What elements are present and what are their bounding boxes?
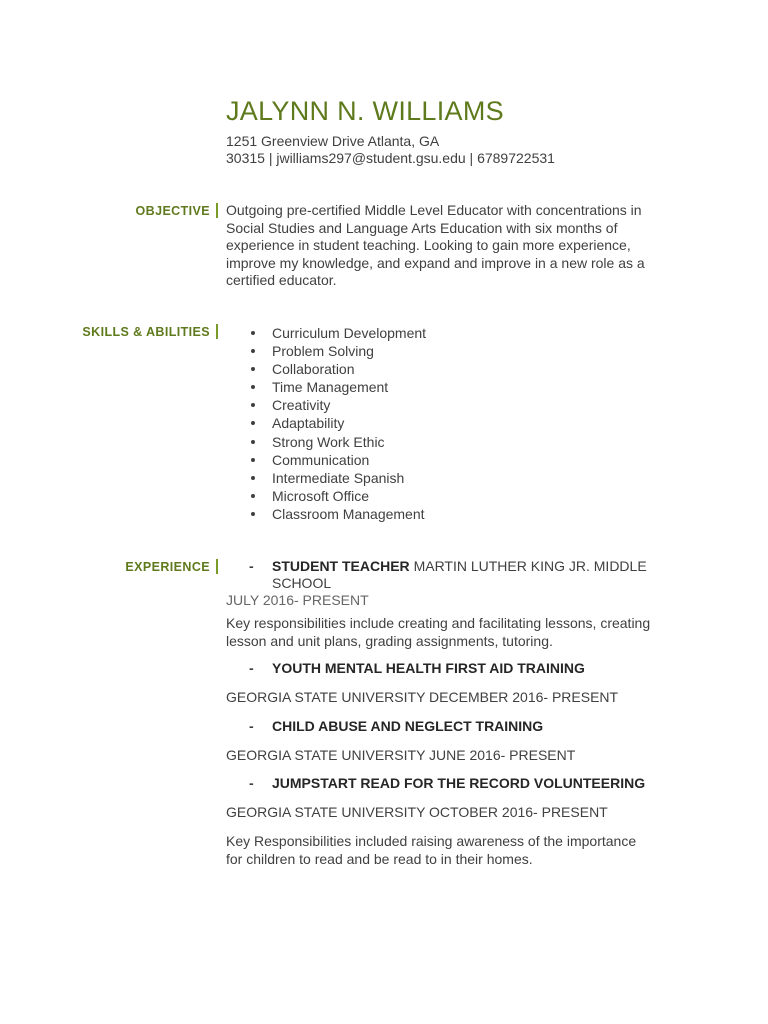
entry-description: Key Responsibilities included raising awareness of the importance for children to read and be read to in their homes. (226, 833, 637, 867)
skill-label: Classroom Management (272, 505, 425, 522)
skill-label: Microsoft Office (272, 487, 369, 504)
entry-date: JULY 2016- PRESENT (226, 592, 369, 608)
entry-title-line (272, 558, 666, 592)
list-item (226, 396, 656, 414)
skill-label: Problem Solving (272, 343, 374, 360)
skill-label: Adaptability (272, 415, 345, 432)
list-item (226, 342, 656, 360)
entry-org-date: GEORGIA STATE UNIVERSITY OCTOBER 2016- PRESENT (226, 804, 608, 820)
experience-heading-label: EXPERIENCE (125, 560, 210, 574)
list-item (226, 469, 656, 487)
skill-label: Creativity (272, 397, 331, 414)
bullet-icon (251, 403, 255, 407)
skill-label: Time Management (272, 379, 389, 396)
experience-heading (125, 559, 218, 574)
entry-description: Key responsibilities include creating and facilitating lessons, creating lesson and unit plans, grading assignments, tutoring. (226, 615, 651, 649)
bullet-icon (251, 494, 255, 498)
list-item (226, 324, 656, 342)
contact-block (226, 133, 666, 167)
entry-title-line (272, 718, 666, 735)
bullet-icon (251, 476, 255, 480)
training-title: YOUTH MENTAL HEALTH FIRST AID TRAINING (272, 660, 585, 676)
objective-heading (136, 203, 218, 218)
experience-entry-title (226, 775, 666, 792)
list-item (226, 378, 656, 396)
bullet-icon (251, 458, 255, 462)
volunteer-title: JUMPSTART READ FOR THE RECORD VOLUNTEERING (272, 775, 646, 791)
list-item (226, 414, 656, 432)
section-divider-bar (216, 559, 218, 574)
list-item (226, 451, 656, 469)
skill-label: Curriculum Development (272, 325, 427, 341)
bullet-icon (251, 512, 255, 516)
job-title: STUDENT TEACHER (272, 558, 410, 574)
dash-marker: - (249, 718, 254, 734)
list-item (226, 360, 656, 378)
bullet-icon (251, 440, 255, 444)
objective-heading-label: OBJECTIVE (135, 204, 210, 218)
experience-entry-title (226, 660, 666, 677)
skill-label: Communication (272, 451, 370, 468)
skill-label: Intermediate Spanish (272, 469, 405, 486)
experience-entry-title (226, 718, 666, 735)
bullet-icon (251, 331, 255, 335)
employer-name: MARTIN LUTHER KING JR. MIDDLE SCHOOL (272, 558, 647, 591)
entry-title-line (272, 660, 666, 677)
list-item (226, 433, 656, 451)
skill-label: Strong Work Ethic (272, 433, 385, 450)
entry-title-line (272, 775, 666, 792)
entry-org-date: GEORGIA STATE UNIVERSITY JUNE 2016- PRESENT (226, 747, 576, 763)
dash-marker: - (249, 660, 254, 676)
bullet-icon (251, 421, 255, 425)
skills-heading-label: SKILLS & ABILITIES (82, 325, 210, 339)
address-line: 1251 Greenview Drive Atlanta, GA (226, 133, 440, 149)
dash-marker: - (249, 558, 254, 574)
list-item (226, 505, 656, 523)
skills-heading (82, 324, 218, 339)
bullet-icon (251, 349, 255, 353)
skills-list (226, 324, 656, 523)
dash-marker: - (249, 775, 254, 791)
objective-text: Outgoing pre-certified Middle Level Educator with concentrations in Social Studies and Language Arts Education with six months of experience in student teaching. Looking to gain more experience, improve my knowledge, and expand and improve in a new role as a certified educator. (226, 202, 645, 288)
section-divider-bar (216, 203, 218, 218)
contact-line: 30315 | jwilliams297@student.gsu.edu | 6789722531 (226, 150, 555, 166)
training-title: CHILD ABUSE AND NEGLECT TRAINING (272, 718, 544, 734)
skill-label: Collaboration (272, 361, 355, 378)
experience-entry-title (226, 558, 666, 592)
resume-name: JALYNN N. WILLIAMS (226, 96, 504, 126)
list-item (226, 487, 656, 505)
bullet-icon (251, 385, 255, 389)
bullet-icon (251, 367, 255, 371)
entry-org-date: GEORGIA STATE UNIVERSITY DECEMBER 2016- PRESENT (226, 689, 619, 705)
section-divider-bar (216, 324, 218, 339)
